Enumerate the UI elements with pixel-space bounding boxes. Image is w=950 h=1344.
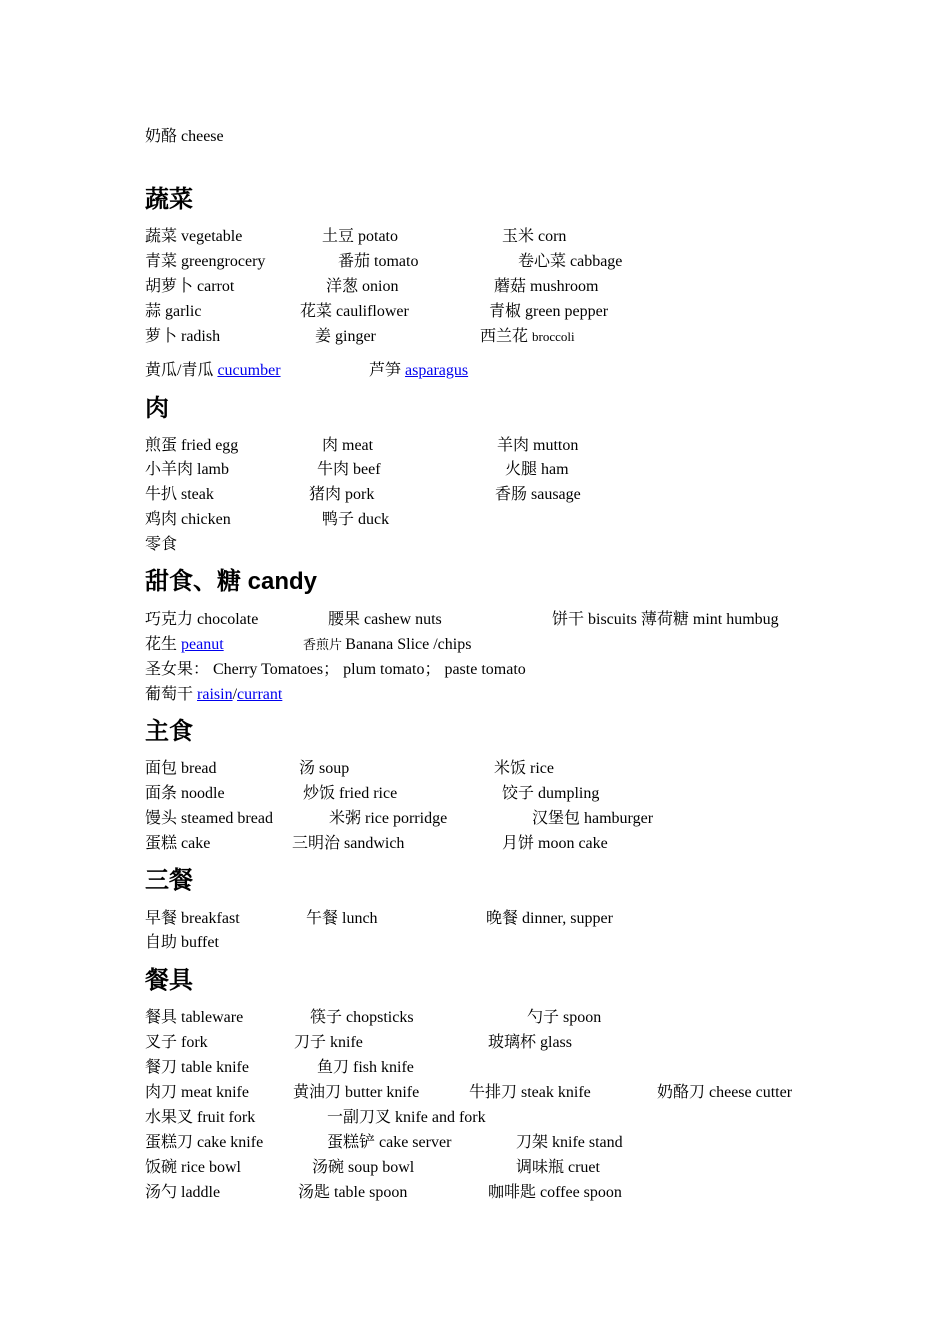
vocab-entry: 黄油刀 butter knife bbox=[293, 1084, 420, 1101]
vocab-entry: 鱼刀 fish knife bbox=[317, 1059, 414, 1076]
vocab-entry: 汤勺 laddle bbox=[145, 1184, 221, 1201]
vocab-entry: 姜 ginger bbox=[315, 328, 376, 345]
vocab-entry: 小羊肉 lamb bbox=[145, 461, 229, 478]
raisin-link[interactable]: raisin bbox=[197, 686, 233, 703]
broccoli-cn: 西兰花 bbox=[480, 328, 529, 345]
vocab-entry: 刀子 knife bbox=[294, 1034, 363, 1051]
vocab-entry: 米饭 rice bbox=[494, 760, 554, 777]
vocab-entry bbox=[303, 635, 471, 655]
vocab-entry: 三明治 sandwich bbox=[292, 835, 405, 852]
vocab-entry: 面包 bread bbox=[145, 760, 217, 777]
vocab-entry: 玉米 corn bbox=[502, 228, 567, 245]
vocab-entry: 午餐 lunch bbox=[306, 910, 378, 927]
vocab-entry: 水果叉 fruit fork bbox=[145, 1109, 256, 1126]
vocab-entry: 蛋糕刀 cake knife bbox=[145, 1134, 264, 1151]
vocab-entry: 番茄 tomato bbox=[338, 253, 419, 270]
vocab-entry: 洋葱 onion bbox=[326, 278, 399, 295]
cucumber-cn: 黄瓜/青瓜 bbox=[145, 362, 218, 379]
vocab-entry: 萝卜 radish bbox=[145, 328, 221, 345]
vocab-entry: 勺子 spoon bbox=[527, 1009, 602, 1026]
currant-link[interactable]: currant bbox=[237, 686, 283, 703]
vocab-entry: 餐刀 table knife bbox=[145, 1059, 249, 1076]
tableware-heading: 餐具 bbox=[145, 967, 193, 994]
vegetables-heading: 蔬菜 bbox=[145, 186, 193, 213]
vocab-entry: 汉堡包 hamburger bbox=[532, 810, 654, 827]
chips-cn: 香煎片 bbox=[303, 637, 346, 652]
vocab-entry: 玻璃杯 glass bbox=[488, 1034, 573, 1051]
vocab-entry bbox=[145, 635, 224, 655]
vocab-entry: 汤 soup bbox=[299, 760, 350, 777]
vocab-entry bbox=[480, 327, 575, 347]
vocab-entry: 调味瓶 cruet bbox=[516, 1159, 600, 1176]
vocab-entry: 腰果 cashew nuts bbox=[328, 611, 442, 628]
vocab-entry: 叉子 fork bbox=[145, 1034, 208, 1051]
vocab-entry: 圣女果： Cherry Tomatoes； plum tomato； paste tomato bbox=[145, 661, 526, 678]
vocab-entry: 蘑菇 mushroom bbox=[494, 278, 599, 295]
vocab-entry bbox=[369, 361, 468, 381]
meals-heading: 三餐 bbox=[145, 867, 193, 894]
vocab-entry: 月饼 moon cake bbox=[502, 835, 608, 852]
candy-heading: 甜食、糖 candy bbox=[145, 568, 318, 595]
vocab-entry: 饼干 biscuits 薄荷糖 mint humbug bbox=[552, 611, 779, 628]
vocab-entry: 一副刀叉 knife and fork bbox=[327, 1109, 486, 1126]
vocab-entry: 早餐 breakfast bbox=[145, 910, 240, 927]
vocab-entry: 炒饭 fried rice bbox=[303, 785, 398, 802]
vocab-entry: 刀架 knife stand bbox=[516, 1134, 623, 1151]
vocab-entry: 肉 meat bbox=[322, 437, 374, 454]
vocab-entry: 火腿 ham bbox=[505, 461, 569, 478]
asparagus-cn: 芦笋 bbox=[369, 362, 406, 379]
vocab-entry: 土豆 potato bbox=[322, 228, 398, 245]
vocab-entry: 花菜 cauliflower bbox=[300, 303, 409, 320]
meat-heading: 肉 bbox=[145, 395, 169, 422]
vocab-entry: 蒜 garlic bbox=[145, 303, 202, 320]
snacks-label: 零食 bbox=[145, 536, 178, 553]
chips-en: Banana Slice /chips bbox=[345, 636, 472, 653]
vocab-entry: 牛排刀 steak knife bbox=[469, 1084, 591, 1101]
vocab-entry: 蛋糕铲 cake server bbox=[327, 1134, 452, 1151]
vocab-entry: 筷子 chopsticks bbox=[310, 1009, 414, 1026]
vocab-entry: 饭碗 rice bowl bbox=[145, 1159, 241, 1176]
vocab-entry: 蛋糕 cake bbox=[145, 835, 211, 852]
vocab-entry: 猪肉 pork bbox=[309, 486, 375, 503]
vocab-entry: 巧克力 chocolate bbox=[145, 611, 259, 628]
vocab-entry: 饺子 dumpling bbox=[502, 785, 600, 802]
vocab-entry: 馒头 steamed bread bbox=[145, 810, 273, 827]
vocab-entry: 胡萝卜 carrot bbox=[145, 278, 235, 295]
vocab-entry bbox=[145, 685, 282, 705]
staple-heading: 主食 bbox=[145, 718, 193, 745]
vocab-entry: 晚餐 dinner, supper bbox=[486, 910, 613, 927]
vocab-entry: 牛扒 steak bbox=[145, 486, 214, 503]
vocab-entry: 汤匙 table spoon bbox=[298, 1184, 408, 1201]
raisin-cn: 葡萄干 bbox=[145, 686, 198, 703]
vocab-entry: 青椒 green pepper bbox=[489, 303, 609, 320]
vocab-entry: 米粥 rice porridge bbox=[329, 810, 448, 827]
vocab-entry: 羊肉 mutton bbox=[497, 437, 579, 454]
cheese-entry: 奶酪 cheese bbox=[145, 128, 224, 145]
vocab-entry: 卷心菜 cabbage bbox=[518, 253, 623, 270]
vocab-entry: 汤碗 soup bowl bbox=[312, 1159, 415, 1176]
vocab-entry: 鸭子 duck bbox=[322, 511, 390, 528]
vocab-entry: 香肠 sausage bbox=[495, 486, 581, 503]
vocab-entry: 餐具 tableware bbox=[145, 1009, 244, 1026]
vocab-entry: 咖啡匙 coffee spoon bbox=[488, 1184, 622, 1201]
broccoli-en: broccoli bbox=[532, 329, 575, 344]
vocab-entry: 鸡肉 chicken bbox=[145, 511, 231, 528]
vocab-entry: 自助 buffet bbox=[145, 934, 219, 951]
vocab-entry bbox=[145, 361, 281, 381]
slash-separator: / bbox=[232, 686, 238, 703]
asparagus-link[interactable]: asparagus bbox=[405, 362, 469, 379]
vocab-entry: 奶酪刀 cheese cutter bbox=[657, 1084, 793, 1101]
vocab-entry: 煎蛋 fried egg bbox=[145, 437, 239, 454]
vocab-entry: 面条 noodle bbox=[145, 785, 225, 802]
vocab-entry: 蔬菜 vegetable bbox=[145, 228, 243, 245]
peanut-cn: 花生 bbox=[145, 636, 182, 653]
vocab-entry: 牛肉 beef bbox=[317, 461, 381, 478]
peanut-link[interactable]: peanut bbox=[181, 636, 224, 653]
cucumber-link[interactable]: cucumber bbox=[217, 362, 281, 379]
vocab-entry: 肉刀 meat knife bbox=[145, 1084, 249, 1101]
vocab-entry: 青菜 greengrocery bbox=[145, 253, 266, 270]
